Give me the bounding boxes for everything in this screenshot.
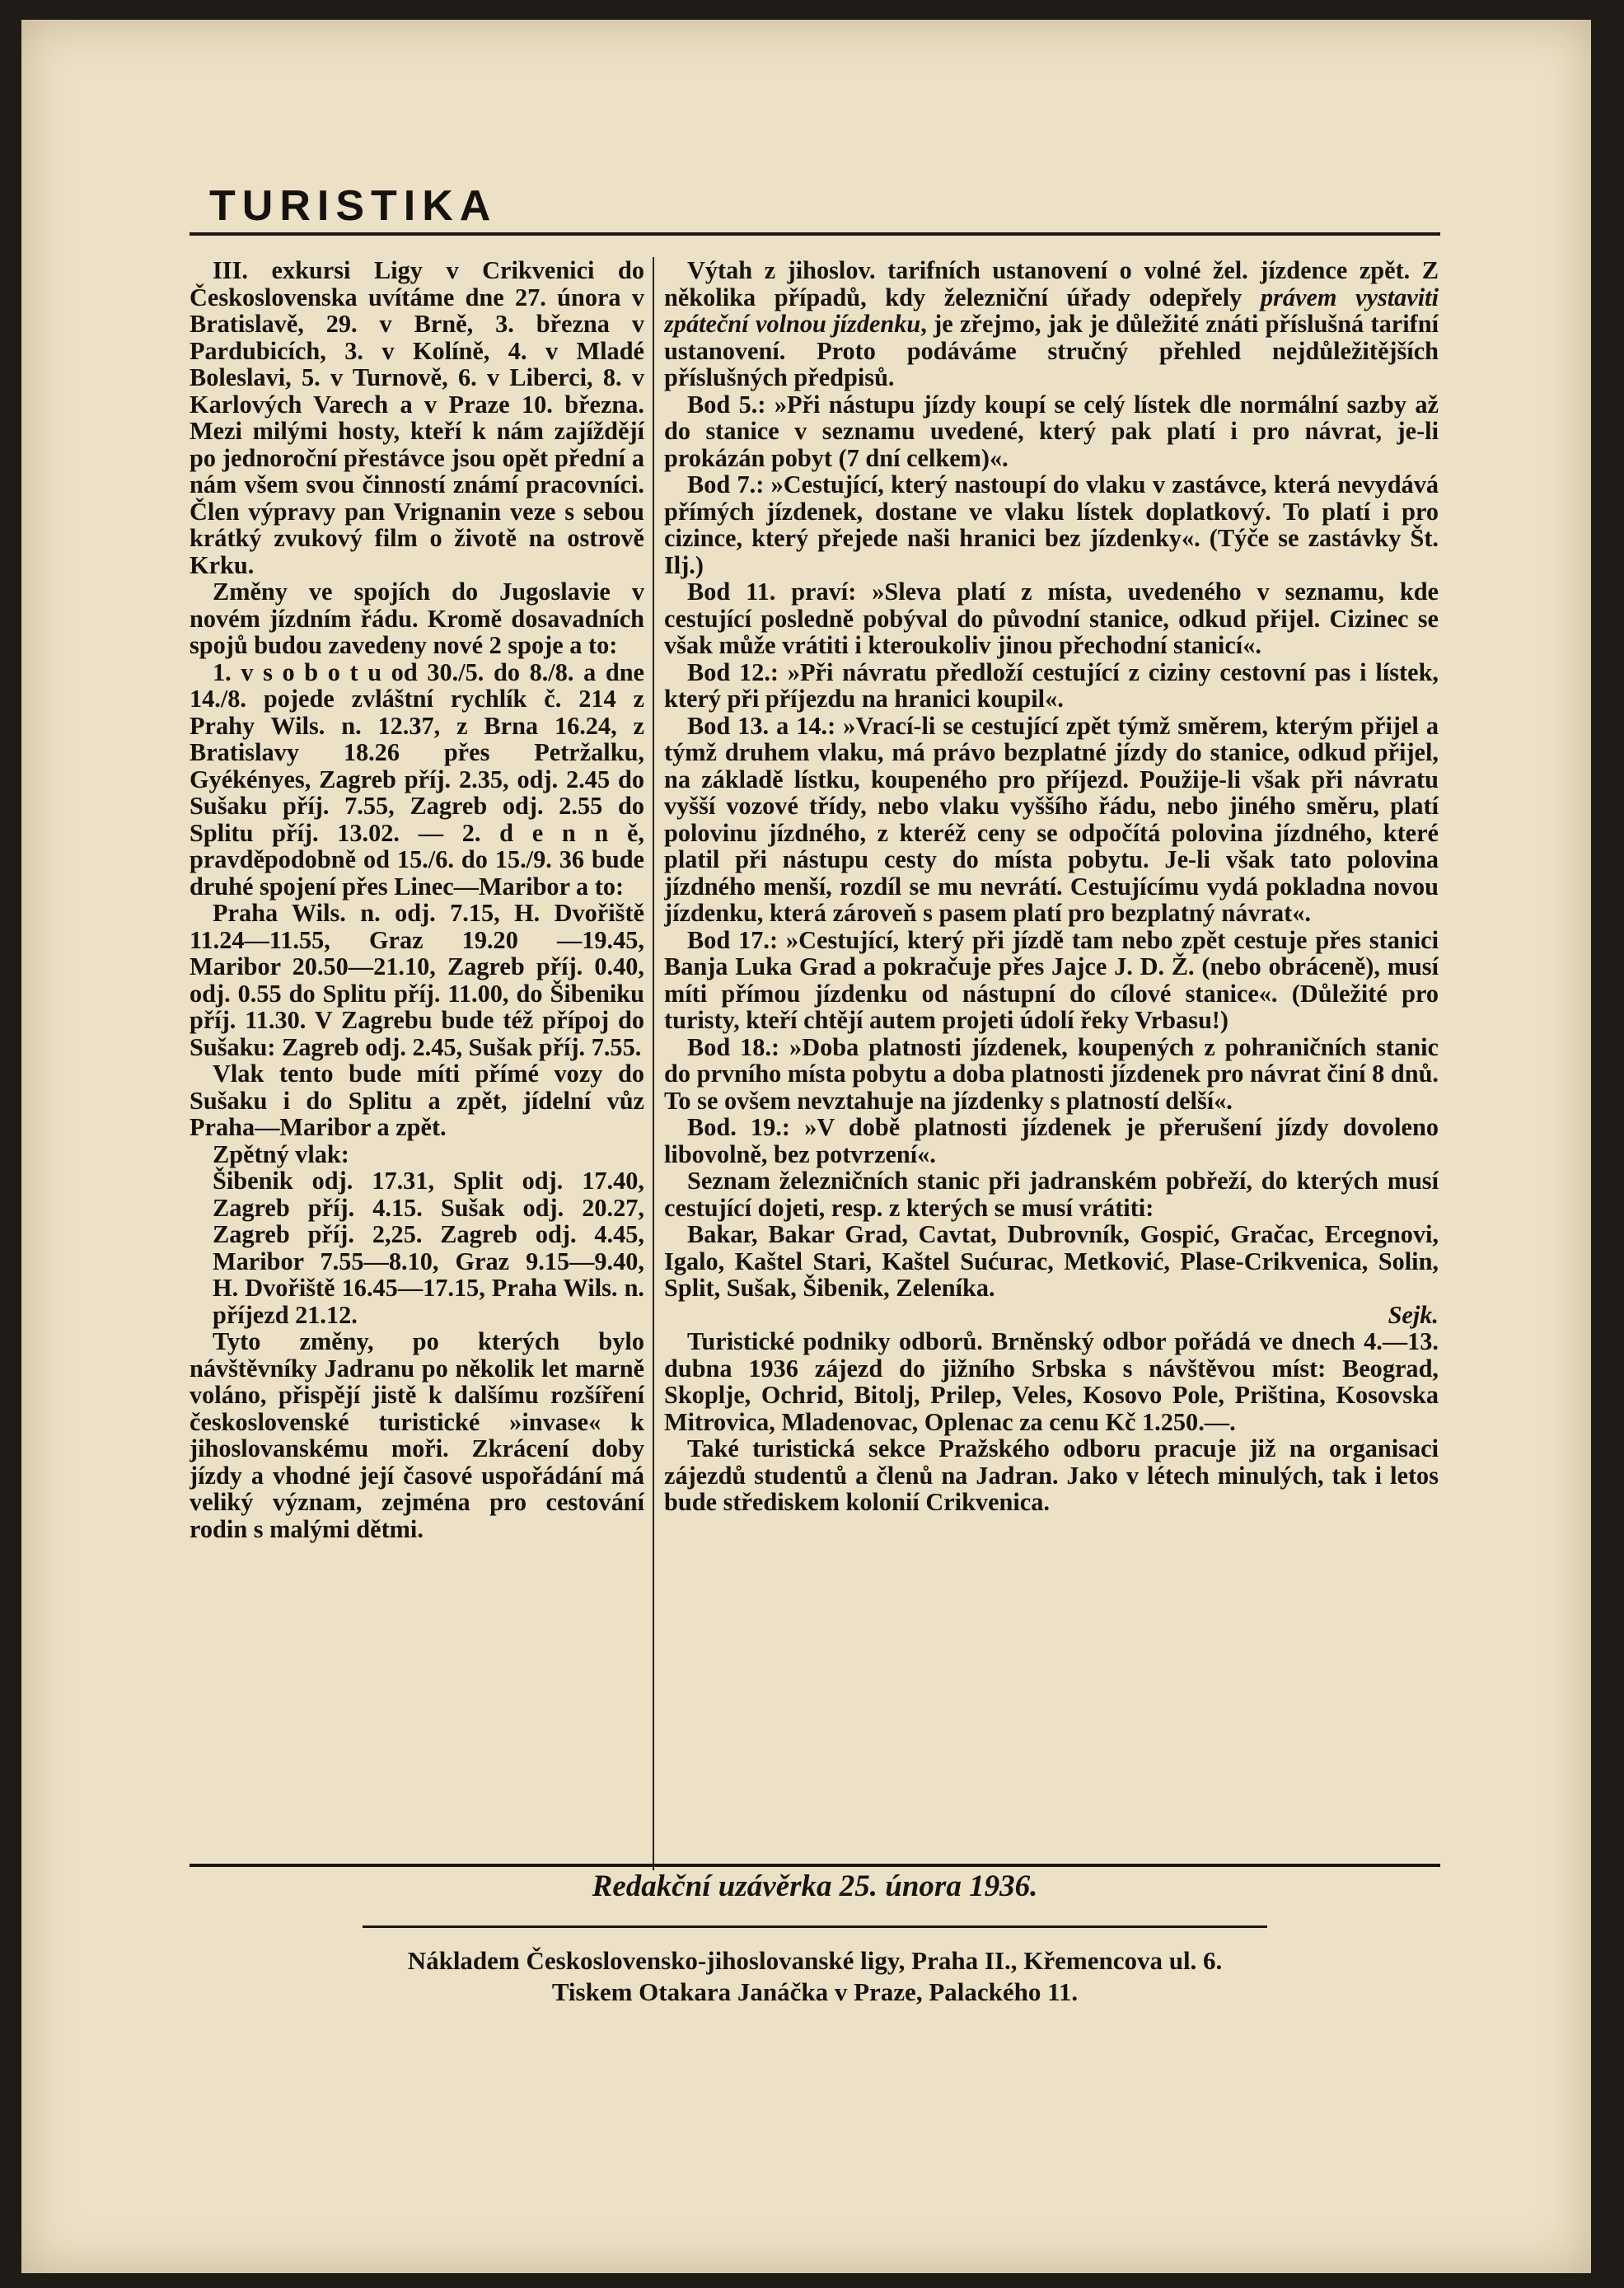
section-heading: TURISTIKA bbox=[209, 182, 498, 230]
tariff-intro-rest: , je zřejmo, jak je důležité znáti příslušná tarifní ustanovení. Proto podáváme stručný přehled nejdůležitějších příslušných předpisů. bbox=[664, 310, 1439, 391]
printer-imprint: Tiskem Otakara Janáčka v Praze, Palackého 11. bbox=[551, 1977, 1079, 2006]
heading-rule bbox=[190, 232, 1440, 236]
paragraph-bod-7: Bod 7.: »Cestující, který nastoupí do vlaku v zastávce, která nevydává přímých jízdenek, dostane ve vlaku lístek doplatkový. To platí i pro cizince, který přejede naši hranici bez jízdenky«. (Týče se zastávky Št. Ilj.) bbox=[664, 470, 1439, 579]
paragraph-tariff-intro bbox=[664, 257, 1439, 391]
editorial-deadline: Redakční uzávěrka 25. února 1936. bbox=[592, 1869, 1038, 1903]
paragraph-return-train-label: Zpětný vlak: bbox=[213, 1139, 349, 1168]
left-column bbox=[190, 257, 644, 1862]
paragraph-bod-12: Bod 12.: »Při návratu předloží cestující z ciziny cestovní pas i lístek, který při příjezdu na hranici koupil«. bbox=[664, 657, 1439, 713]
tariff-intro-emphasis: právem vystaviti zpáteční volnou jízdenku bbox=[664, 283, 1439, 338]
paragraph-return-timetable: Šibenik odj. 17.31, Split odj. 17.40, Zagreb příj. 4.15. Sušak odj. 20.27, Zagreb příj. 2,25. Zagreb odj. 4.45, Maribor 7.55—8.10, Graz 9.15—9.40, H. Dvořiště 16.45—17.15, Praha Wils. n. příjezd 21.12. bbox=[213, 1167, 644, 1329]
paragraph-timetable-linec: Praha Wils. n. odj. 7.15, H. Dvořiště 11.24—11.55, Graz 19.20 —19.45, Maribor 20.50—21.10, Zagreb příj. 0.40, odj. 0.55 do Splitu příj. 11.00, do Šibeniku příj. 11.30. V Zagrebu bude též přípoj do Sušaku: Zagreb odj. 2.45, Sušak příj. 7.55. bbox=[190, 899, 644, 1061]
paragraph-bod-17: Bod 17.: »Cestující, který při jízdě tam nebo zpět cestuje přes stanici Banja Luka Grad a pokračuje přes Jajce J. D. Ž. (nebo obráceně), musí míti přímou jízdenku od nástupní do cílové stanice«. (Důležité pro turisty, kteří chtějí autem projeti údolí řeky Vrbasu!) bbox=[664, 925, 1439, 1034]
paragraph-bod-5: Bod 5.: »Při nástupu jízdy koupí se celý lístek dle normální sazby až do stanice v seznamu uvedené, který pak platí i pro návrat, je-li prokázán pobyt (7 dní celkem)«. bbox=[664, 390, 1439, 472]
paragraph-bod-18: Bod 18.: »Doba platnosti jízdenek, koupených z pohraničních stanic do prvního místa pobytu a doba platnosti jízdenek pro návrat činí 8 dnů. To se ovšem nevztahuje na jízdenky s platností delší«. bbox=[664, 1032, 1439, 1115]
footer-rule-short bbox=[363, 1925, 1267, 1928]
paragraph-bod-13-14: Bod 13. a 14.: »Vrací-li se cestující zpět týmž směrem, kterým přijel a týmž druhem vlaku, má právo bezplatné jízdy do stanice, odkud přijel, na základě lístku, koupeného pro příjezd. Použije-li však při návratu vyšší vozové třídy, nebo vlaku vyššího řádu, nebo jiného směru, platí polovinu jízdného, z kteréž ceny se odpočítá polovina jízdného, které platil při nástupu cesty do místa pobytu. Je-li však tato polovina jízdného menší, rozdíl se mu nevrátí. Cestujícímu vydá pokladna novou jízdenku, která zároveň s pasem platí pro bezplatný návrat«. bbox=[664, 711, 1439, 927]
paragraph-first-connection: 1. v s o b o t u od 30./5. do 8./8. a dne 14./8. pojede zvláštní rychlík č. 214 z Prahy Wils. n. 12.37, z Brna 16.24, z Bratislavy 18.26 přes Petržalku, Gyékényes, Zagreb příj. 2.35, odj. 2.45 do Sušaku příj. 7.55, Zagreb odj. 2.55 do Splitu příj. 13.02. — 2. d e n n ě, pravděpodobně od 15./6. do 15./9. 36 bude druhé spojení přes Linec—Maribor a to: bbox=[190, 657, 644, 901]
paragraph-branch-tours: Turistické podniky odborů. Brněnský odbor pořádá ve dnech 4.—13. dubna 1936 zájezd do jižního Srbska s návštěvou míst: Beograd, Skoplje, Ochrid, Bitolj, Prilep, Veles, Kosovo Pole, Priština, Kosovska Mitrovica, Mladenovac, Oplenac za cenu Kč 1.250.—. bbox=[664, 1327, 1439, 1436]
paragraph-station-list-intro: Seznam železničních stanic při jadranském pobřeží, do kterých musí cestující dojeti, resp. z kterých se musí vrátiti: bbox=[664, 1167, 1439, 1222]
paragraph-closing-remark: Tyto změny, po kterých bylo návštěvníky Jadranu po několik let marně voláno, přispějí jistě k dalšímu rozšíření československé turistické »invase« k jihoslovanskému moři. Zkrácení doby jízdy a vhodné její časové uspořádání má veliký význam, zejména pro cestování rodin s malými dětmi. bbox=[190, 1327, 644, 1543]
paragraph-prague-section: Také turistická sekce Pražského odboru pracuje již na organisaci zájezdů studentů a členů na Jadran. Jako v létech minulých, tak i letos bude střediskem kolonií Crikvenica. bbox=[664, 1434, 1439, 1516]
right-column bbox=[664, 257, 1439, 1862]
paragraph-liga-excursion: III. exkursi Ligy v Crikvenici do Československa uvítáme dne 27. února v Bratislavě, 29. v Brně, 3. března v Pardubicích, 3. v Kolíně, 4. v Mladé Boleslavi, 5. v Turnově, 6. v Liberci, 8. v Karlových Varech a v Praze 10. března. Mezi milými hosty, kteří k nám zajíždějí po jednoroční přestávce jsou opět přední a nám všem svou činností známí pracovníci. Člen výpravy pan Vrignanin veze s sebou krátký zvukový film o životě na ostrově Krku. bbox=[190, 257, 644, 579]
paragraph-bod-19: Bod. 19.: »V době platnosti jízdenek je přerušení jízdy dovoleno libovolně, bez potvrzení«. bbox=[664, 1113, 1439, 1168]
author-signature: Sejk. bbox=[1388, 1300, 1439, 1329]
paragraph-station-list bbox=[664, 1221, 1439, 1328]
tariff-intro-lead: Výtah z jihoslov. tarifních ustanovení o volné žel. jízdence zpět. bbox=[687, 257, 1411, 284]
publisher-imprint: Nákladem Československo-jihoslovanské ligy, Praha II., Křemencova ul. 6. bbox=[407, 1946, 1223, 1975]
column-divider bbox=[653, 257, 654, 1870]
paragraph-through-cars: Vlak tento bude míti přímé vozy do Sušaku i do Splitu a zpět, jídelní vůz Praha—Maribor a zpět. bbox=[190, 1060, 644, 1141]
paragraph-bod-11: Bod 11. praví: »Sleva platí z místa, uvedeného v seznamu, kde cestující posledně pobýval do původní stanice, odkud přijel. Cizinec se však může vrátiti i kteroukoliv jinou přechodní stanicí«. bbox=[664, 578, 1439, 659]
footer-rule-top bbox=[190, 1864, 1440, 1867]
tariff-intro-text: Z několika případů, kdy železniční úřady odepřely bbox=[664, 257, 1439, 311]
paragraph-connection-changes: Změny ve spojích do Jugoslavie v novém jízdním řádu. Kromě dosavadních spojů budou zavedeny nové 2 spoje a to: bbox=[190, 578, 644, 659]
station-list-text: Bakar, Bakar Grad, Cavtat, Dubrovník, Gospić, Gračac, Ercegnovi, Igalo, Kaštel Stari, Kaštel Sućurac, Metković, Plase-Crikvenica, Solin, Split, Sušak, Šibenik, Zeleníka. bbox=[664, 1220, 1439, 1302]
